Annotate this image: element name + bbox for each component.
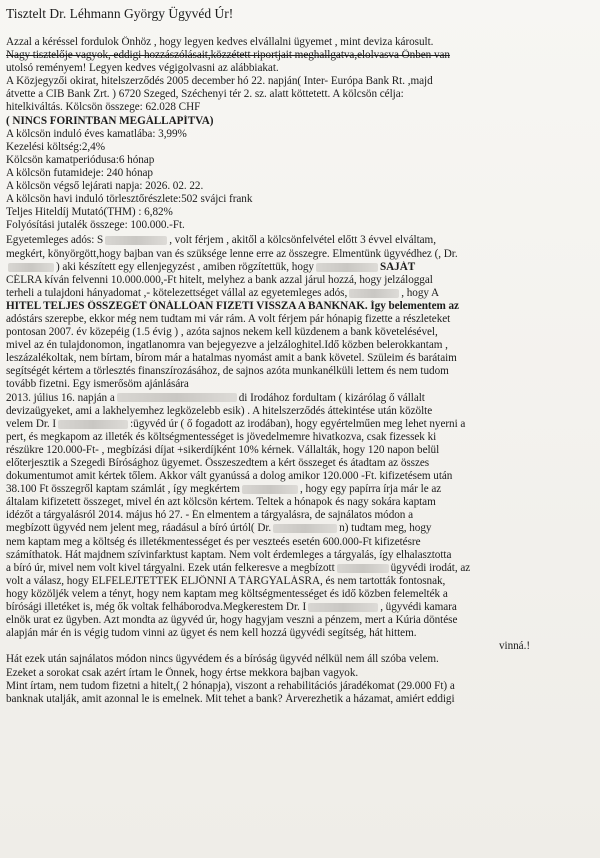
text-line: banknak utalják, amit azonnal le is emelnek. Mit tehet a bank? Árverezhetik a házamat, amiért eddigi [6, 692, 455, 705]
text-line: részükre 120.000-Ft- , megbízási díjat +sikerdíjként 10% kérnek. Vállalták, hogy 120 napon belül [6, 443, 440, 456]
redacted-name [117, 393, 237, 402]
text-fragment: 2013. július 16. napján a [6, 391, 115, 404]
text-line: volt a válasz, hogy ELFELEJTETTEK ELJÖNNI A TÁRGYALÁSRA, és nem tartották fontosnak, [6, 574, 446, 587]
text-fragment: terheli a tulajdoni hányadomat ,- kötelezettséget vállal az egyetemleges adós, [6, 286, 348, 299]
text-line: devizaügyeket, ami a lakhelyemhez legközelebb esik) . A hitelszerződés áttekintése után közölte [6, 404, 433, 417]
text-fragment: megbízott ügyvéd nem jelent meg, ráadásul a bíró úrtól( Dr. [6, 522, 272, 535]
text-fragment: 38.100 Ft összegről kaptam számlát , így megkértem [6, 483, 240, 496]
text-line: számíthatok. Hát majdnem szívinfarktust kaptam. Nem volt érdemleges a tárgyalás, így elhalasztotta [6, 548, 452, 561]
text-line: Ezeket a sorokat csak azért írtam le Önnek, hogy értse mekkora bajban vagyok. [6, 666, 359, 679]
text-line: A kölcsön végső lejárati napja: 2026. 02. 22. [6, 180, 204, 193]
text-line: A kölcsön futamideje: 240 hónap [6, 166, 153, 179]
text-line: idézőt a tárgyalásról 2014. május hó 27. - Én elmentem a tárgyalásra, de sajnálatos módon a [6, 509, 413, 522]
text-fragment: n) tudtam meg, hogy [339, 522, 432, 535]
text-line: Hát ezek után sajnálatos módon nincs ügyvédem és a bíróság ügyvéd nélkül nem áll szóba velem. [6, 653, 439, 666]
letter-body [6, 36, 590, 706]
text-line [6, 287, 590, 300]
text-line: Nagy tisztelője vagyok, eddigi hozzászólásait,közzétett riportjait meghallgatva,elolvasva Önben van [6, 49, 450, 62]
text-fragment: , hogy egy papírra írja már le az [299, 483, 442, 496]
text-line: HITEL TELJES ÖSSZEGÉT ÖNÁLLÓAN FIZETI VISSZA A BANKNAK. Így belementem az [6, 299, 459, 312]
text-line: A kölcsön havi induló törlesztőrészlete:502 svájci frank [6, 193, 253, 206]
text-line: Folyósítási jutalék összege: 100.000.-Ft. [6, 219, 185, 232]
text-line: hogy közöljék velem a tényt, hogy nem kaptam meg költségmentességet és idő közben felemelték a [6, 587, 448, 600]
text-line [6, 234, 590, 247]
redacted-name [316, 263, 378, 272]
text-line: segítségét kértem a törlesztés finanszírozásához, de sajnos azóta munkanélküli lettem és nem tudom [6, 365, 449, 378]
text-fragment: ügyvédi irodát, az [390, 561, 471, 574]
text-fragment: SAJÁT [379, 260, 416, 273]
text-line: Kölcsön kamatperiódusa:6 hónap [6, 153, 155, 166]
text-line [6, 483, 590, 496]
redacted-name [308, 603, 378, 612]
text-line [6, 522, 590, 535]
text-line: Azzal a kéréssel fordulok Önhöz , hogy legyen kedves elvállalni ügyemet , mint deviza károsult. [6, 36, 434, 48]
text-line: Mint írtam, nem tudom fizetni a hitelt,( 2 hónapja), viszont a rehabilitációs járadékomat (29.000 Ft) a [6, 679, 455, 692]
text-fragment: Egyetemleges adós: S [6, 234, 104, 247]
text-line: nem kaptam meg a költség és illetékmentességet és per veszteés esetén 600.000-Ft kifizetésre [6, 535, 421, 548]
text-fragment: :ügyvéd úr ( ő fogadott az irodában), hogy egyértelműen meg lehet nyerni a [130, 417, 466, 430]
text-fragment: a bíró úr, mivel nem volt kivel tárgyalni. Ezek után felkeresve a megbízott [6, 561, 335, 574]
salutation: Tisztelt Dr. Léhmann György Ügyvéd Úr! [6, 6, 234, 21]
redacted-name [337, 564, 389, 573]
text-line: ( NINCS FORINTBAN MEGÁLLAPÍTVA) [6, 114, 214, 127]
redacted-name [273, 524, 337, 533]
text-line [6, 274, 590, 287]
text-line: A Közjegyzői okirat, hitelszerződés 2005 december hó 22. napján( Inter- Európa Bank Rt. ,majd [6, 75, 433, 88]
redacted-name [242, 485, 298, 494]
text-line: mivel az én tulajdonomon, ingatlanomra van bejegyezve a jelzáloghitel.Idő közben belerokkantam , [6, 339, 448, 352]
text-line: Kezelési költség:2,4% [6, 140, 105, 153]
text-line: alapján már én is végig tudom vinni az ügyet és nem kell hozzá ügyvédi segítség, hát hittem. [6, 627, 417, 640]
text-line: megkért, könyörgött,hogy bajban van és szüksége lenne erre az összegre. Elmentünk ügyvédhez (, Dr. [6, 247, 458, 260]
text-fragment: di Irodához fordultam ( kizárólag ő vállalt [238, 391, 425, 404]
text-line [6, 392, 590, 405]
text-fragment: , volt férjem , akitől a kölcsönfelvétel előtt 3 évvel elváltam, [169, 234, 436, 247]
text-line: utolsó reményem! Legyen kedves végigolvasni az alábbiakat. [6, 62, 279, 75]
redacted-name [105, 236, 167, 245]
text-line: adóstárs szerepbe, ekkor még nem tudtam mi vár rám. A volt férjem pár hónapig fizette a részleteket [6, 312, 451, 325]
text-line [6, 261, 590, 274]
text-line [6, 562, 590, 575]
text-fragment: , hogy A [401, 286, 440, 299]
text-fragment: velem Dr. I [6, 417, 57, 430]
text-line: tovább fizetni. Egy ismerősöm ajánlására [6, 378, 189, 391]
text-line: pontosan 2007. év közepéig (1.5 évig ) , azóta sajnos nekem kell küzdenem a bank követelésével, [6, 326, 438, 339]
text-line: átvette a CIB Bank Zrt. ) 6720 Szeged, Széchenyi tér 2. sz. alatt köttetett. A kölcsön célja: [6, 88, 404, 101]
text-line: pert, és megkapom az illeték és költségmentességet is jövedelmemre hivatkozva, csak fizessek ki [6, 430, 437, 443]
text-fragment: , ügyvédi kamara [380, 601, 457, 614]
text-line: elnök urat ez ügyben. Azt mondta az ügyvéd úr, hogy hagyjam veszni a pénzem, mert a Kúria döntése [6, 614, 458, 627]
text-line: dokumentumot amit kértek tőlem. Akkor vált gyanússá a dolog amikor 120.000 -Ft. kifizetésem után [6, 470, 453, 483]
redacted-name [8, 263, 54, 272]
text-line: előterjesztik a Szegedi Bírósághoz ügyemet. Összeszedtem a kért összeget és átadtam az összes [6, 457, 430, 469]
text-fragment: CÉLRA kíván felvenni 10.000.000,-Ft hitelt, melyhez a bank azzal járul hozzá, hogy jelzáloggal [6, 273, 433, 286]
text-line [6, 601, 590, 614]
text-line: általam kifizetett összeget, mivel én azt kölcsön kértem. Teltek a hónapok és nagy sokára kaptam [6, 496, 436, 509]
text-fragment: ) aki készített egy ellenjegyzést , amiben rögzítettük, hogy [56, 260, 314, 273]
text-line: vinná.! [498, 640, 530, 653]
text-line: A kölcsön induló éves kamatlába: 3,99% [6, 127, 187, 140]
text-line: hitelkiváltás. Kölcsön összege: 62.028 CHF [6, 101, 201, 114]
text-line: leszázalékoltak, nem bírtam, bírom már a hatalmas nyomást amit a bank követel. Szüleim és barátaim [6, 352, 457, 365]
text-line [6, 418, 590, 431]
text-fragment: bírósági illetéket is, még ők voltak felháborodva.Megkerestem Dr. I [6, 601, 307, 614]
text-line: Teljes Hiteldíj Mutató(THM) : 6,82% [6, 206, 173, 219]
redacted-name [349, 289, 399, 298]
redacted-name [58, 420, 128, 429]
